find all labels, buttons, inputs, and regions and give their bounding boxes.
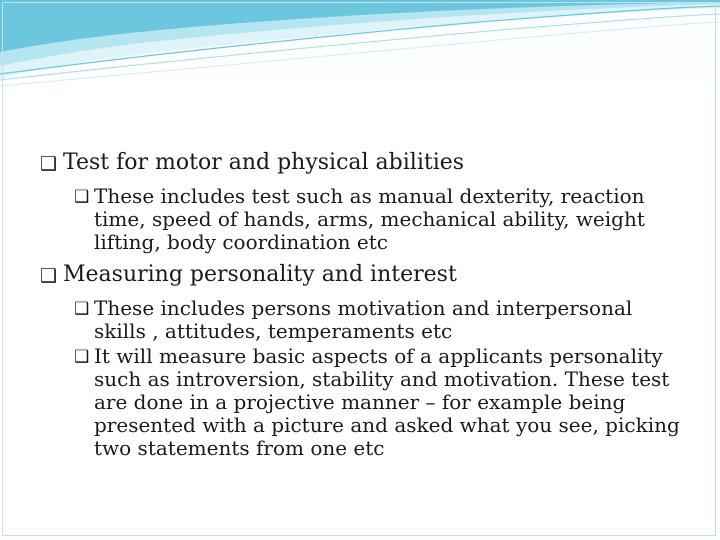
bullet-heading: [40, 262, 690, 287]
bullet-box-icon: ❑: [40, 265, 58, 287]
section-motor-abilities: [40, 150, 690, 254]
slide-body: [40, 150, 690, 468]
heading-text: Measuring personality and interest: [63, 262, 457, 287]
bullet-box-icon: ❑: [40, 153, 58, 175]
sub-bullet: [74, 185, 690, 254]
bullet-box-icon: ❑: [74, 299, 90, 319]
header-wave-decoration: [0, 0, 720, 90]
bullet-heading: [40, 150, 690, 175]
bullet-box-icon: ❑: [74, 187, 90, 207]
sub-bullet-text: These includes persons motivation and interpersonal skills , attitudes, temperaments etc: [94, 296, 633, 343]
sub-bullet-text: It will measure basic aspects of a applicants personality such as introversion, stability and motivation. These test are done in a projective manner – for example being presented with a picture and asked what you see, picking two statements from one etc: [94, 344, 680, 460]
bullet-box-icon: ❑: [74, 347, 90, 367]
sub-bullet: [74, 297, 690, 343]
section-personality: [40, 262, 690, 460]
heading-text: Test for motor and physical abilities: [63, 150, 465, 175]
sub-bullet: [74, 345, 690, 460]
sub-bullet-text: These includes test such as manual dexterity, reaction time, speed of hands, arms, mechanical ability, weight lifting, body coordination etc: [94, 184, 645, 254]
